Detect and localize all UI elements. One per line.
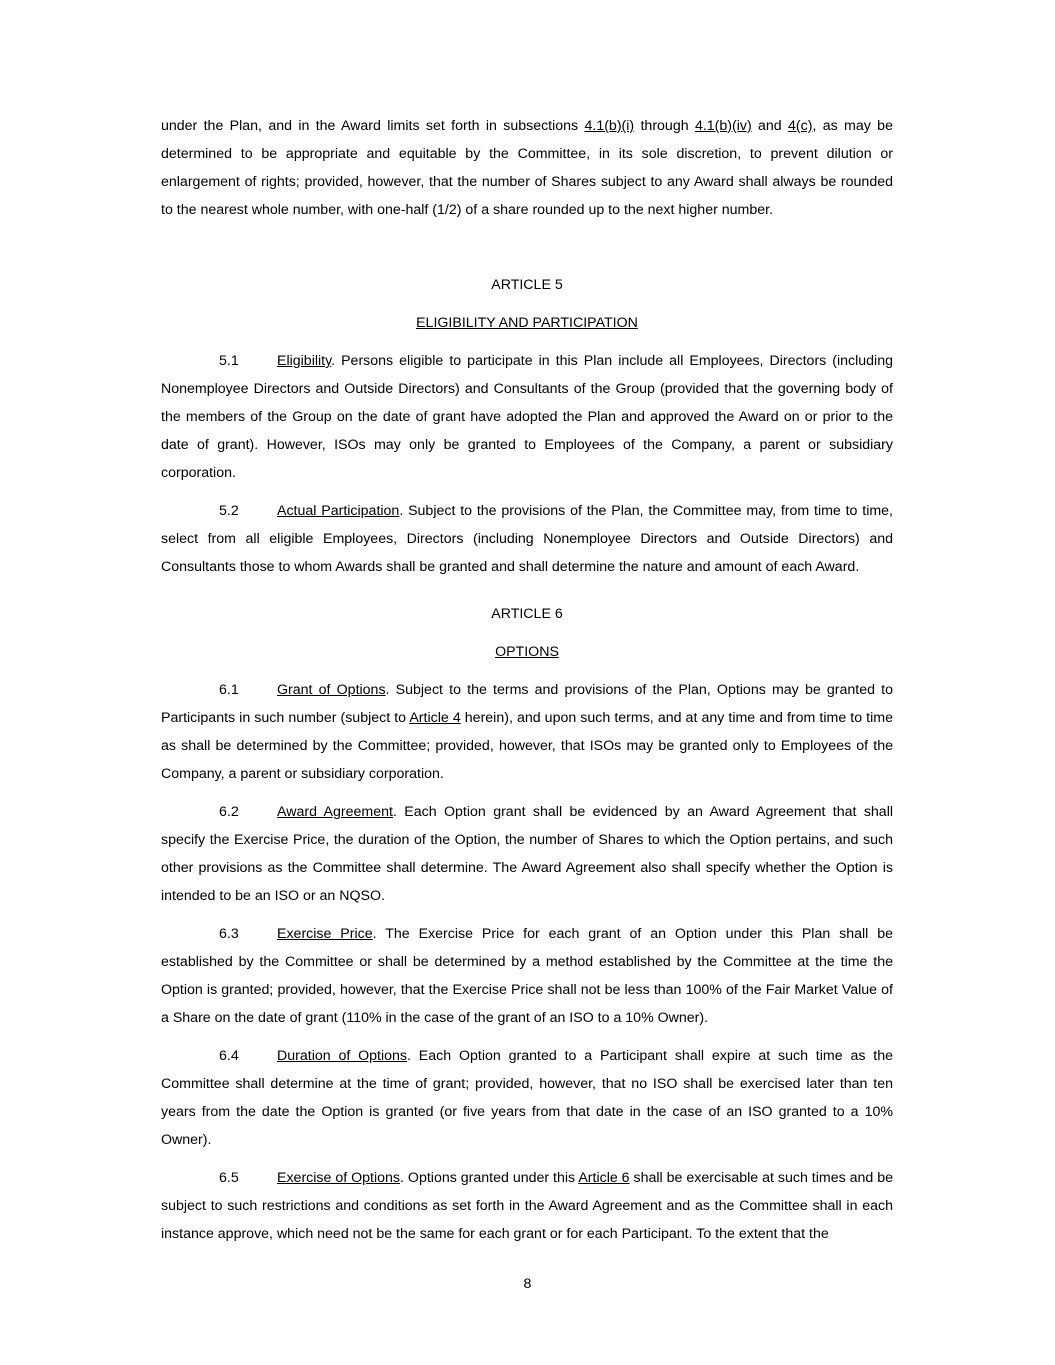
- section-number: 6.2: [219, 804, 239, 820]
- section-number: 6.1: [219, 682, 239, 698]
- document-page: [161, 112, 893, 1248]
- cross-reference: Article 4: [409, 710, 461, 726]
- section-number: 6.5: [219, 1170, 239, 1186]
- section-5-1: 5.1 Eligibility. Persons eligible to participate in this Plan include all Employees, Directors (including Nonemployee Directors and Outside Directors) and Consultants of the Group (provided that the governing body of the members of the Group on the date of grant have adopted the Plan and approved the Award on or prior to the date of grant). However, ISOs may only be granted to Employees of the Company, a parent or subsidiary corporation.: [161, 347, 893, 487]
- section-6-4: 6.4 Duration of Options. Each Option granted to a Participant shall expire at such time as the Committee shall determine at the time of grant; provided, however, that no ISO shall be exercised later than ten years from the date the Option is granted (or five years from that date in the case of an ISO granted to a 10% Owner).: [161, 1042, 893, 1154]
- section-number: 5.2: [219, 503, 239, 519]
- section-title: Eligibility: [277, 353, 332, 369]
- cross-reference: 4.1(b)(iv): [694, 118, 752, 134]
- section-6-3: 6.3 Exercise Price. The Exercise Price for each grant of an Option under this Plan shall be established by the Committee or shall be determined by a method established by the Committee at the time the Option is granted; provided, however, that the Exercise Price shall not be less than 100% of the Fair Market Value of a Share on the date of grant (110% in the case of the grant of an ISO to a 10% Owner).: [161, 920, 893, 1032]
- section-number: 6.3: [219, 926, 239, 942]
- section-6-5: 6.5 Exercise of Options. Options granted under this Article 6 shall be exercisable at such times and be subject to such restrictions and conditions as set forth in the Award Agreement and as the Committee shall in each instance approve, which need not be the same for each grant or for each Participant. To the extent that the: [161, 1164, 893, 1248]
- page-number: 8: [523, 1276, 532, 1292]
- section-title: Duration of Options: [277, 1048, 408, 1064]
- section-title: Actual Participation: [277, 503, 400, 519]
- section-number: 5.1: [219, 353, 239, 369]
- section-5-2: 5.2 Actual Participation. Subject to the provisions of the Plan, the Committee may, from time to time, select from all eligible Employees, Directors (including Nonemployee Directors and Outside Directors) and Consultants those to whom Awards shall be granted and shall determine the nature and amount of each Award.: [161, 497, 893, 581]
- intro-paragraph: under the Plan, and in the Award limits set forth in subsections 4.1(b)(i) through 4.1(b)(iv) and 4(c), as may be determined to be appropriate and equitable by the Committee, in its sole discretion, to prevent dilution or enlargement of rights; provided, however, that the number of Shares subject to any Award shall always be rounded to the nearest whole number, with one-half (1/2) of a share rounded up to the next higher number.: [161, 118, 893, 218]
- section-title: Award Agreement: [277, 804, 393, 820]
- article-6-heading: ARTICLE 6: [491, 606, 563, 622]
- section-6-1: 6.1 Grant of Options. Subject to the terms and provisions of the Plan, Options may be granted to Participants in such number (subject to Article 4 herein), and upon such terms, and at any time and from time to time as shall be determined by the Committee; provided, however, that ISOs may be granted only to Employees of the Company, a parent or subsidiary corporation.: [161, 676, 893, 788]
- article-5-title: ELIGIBILITY AND PARTICIPATION: [416, 315, 638, 331]
- cross-reference: 4(c): [788, 118, 813, 134]
- article-6-title: OPTIONS: [495, 644, 559, 660]
- section-number: 6.4: [219, 1048, 239, 1064]
- section-title: Exercise of Options: [277, 1170, 401, 1186]
- cross-reference: 4.1(b)(i): [584, 118, 635, 134]
- section-6-2: 6.2 Award Agreement. Each Option grant shall be evidenced by an Award Agreement that shall specify the Exercise Price, the duration of the Option, the number of Shares to which the Option pertains, and such other provisions as the Committee shall determine. The Award Agreement also shall specify whether the Option is intended to be an ISO or an NQSO.: [161, 798, 893, 910]
- section-title: Grant of Options: [277, 682, 386, 698]
- section-title: Exercise Price: [277, 926, 373, 942]
- cross-reference: Article 6: [578, 1170, 630, 1186]
- article-5-heading: ARTICLE 5: [491, 277, 563, 293]
